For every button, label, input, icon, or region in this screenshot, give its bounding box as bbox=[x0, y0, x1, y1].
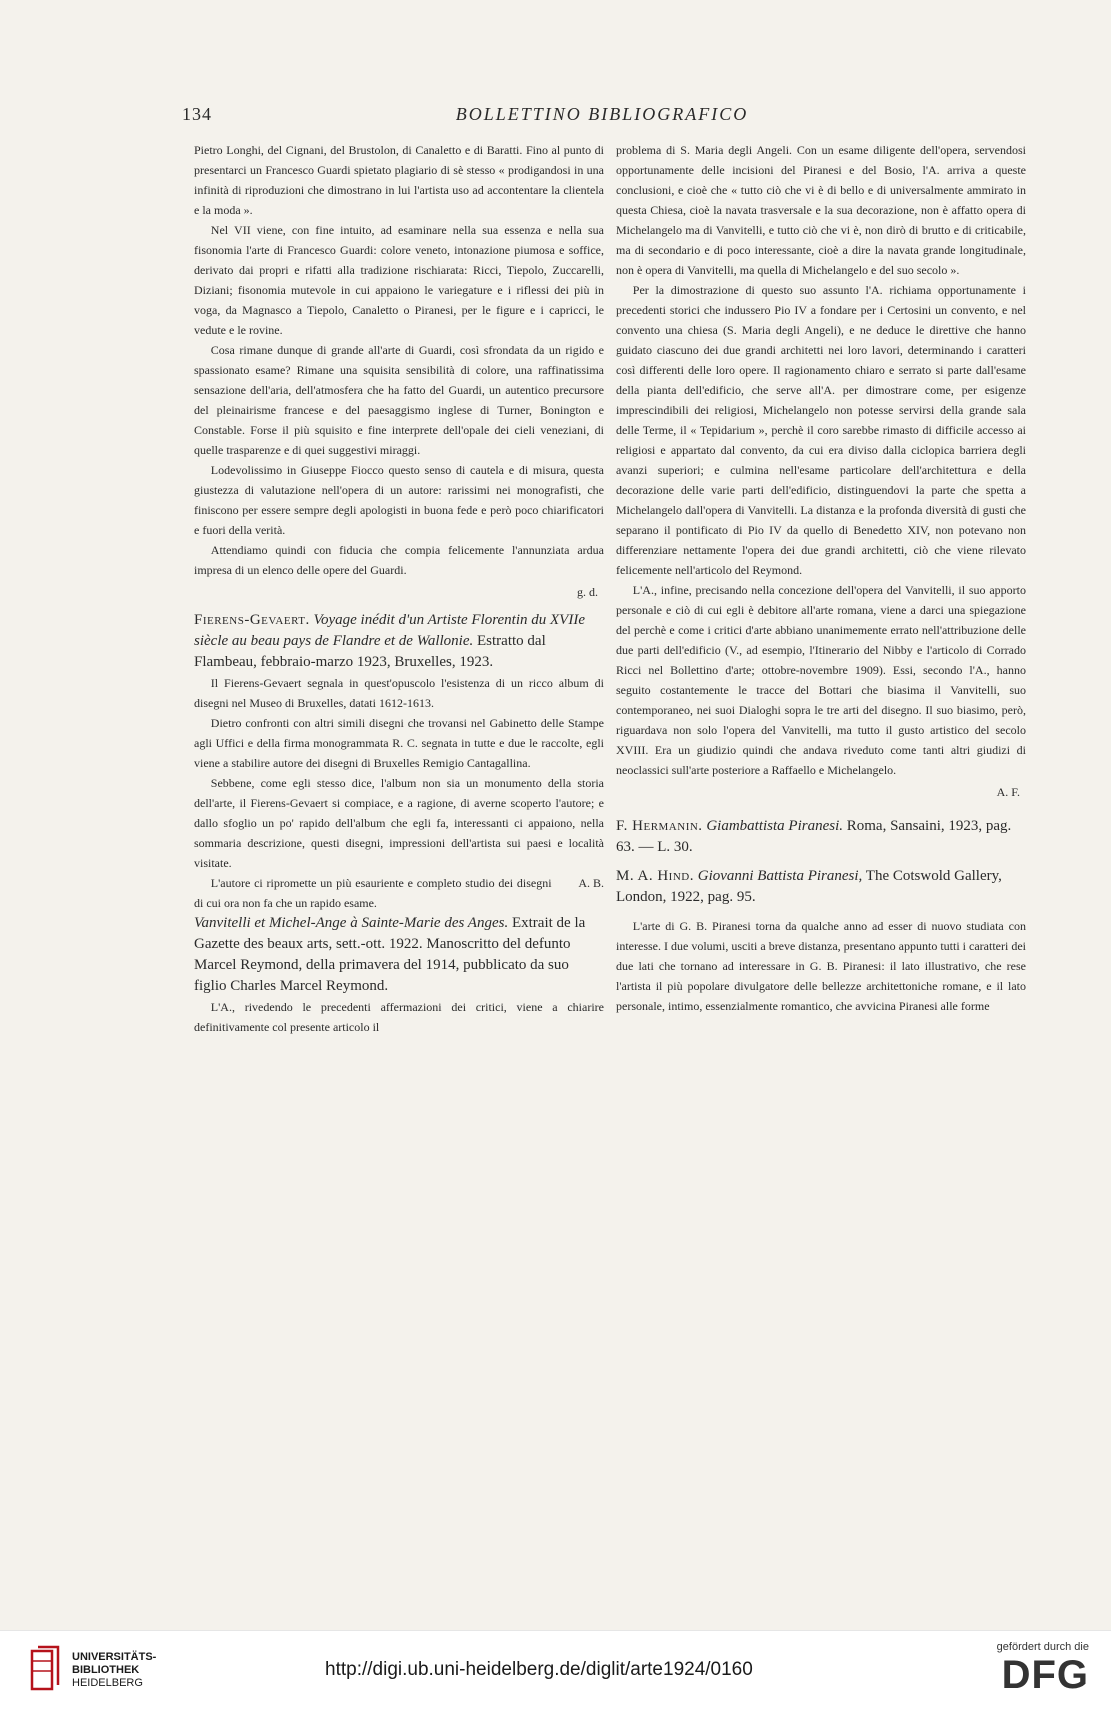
paragraph: Per la dimostrazione di questo suo assunto l'A. richiama opportunamente i precedenti storici che indussero Pio IV a fondare per i Certosini un convento, e nel convento una chiesa (S. Maria degli Angeli), e ne deduce le direttive che hanno guidato ciascuno dei due grandi architetti nei loro lavori, determinando i caratteri così differenti delle loro opere. Il ragionamento chiaro e serrato si parte dall'esame della pianta dell'edificio, che serve all'A. per dimostrare come, per esigenze imprescindibili dei religiosi, Michelangelo non potesse servirsi della grande sala delle Terme, il « Tepidarium », perchè il coro sarebbe rimasto di difficile accesso ai religiosi e appartato dal convento, da cui era diviso dalla ciclopica barriera degli avanzi superiori; e culmina nell'esame particolare dell'architettura e della decorazione delle varie parti dell'edificio, distinguendovi la parte che spetta a Michelangelo dall'opera di Vanvitelli. La distanza e la profonda diversità di gusti che separano il pontificato di Pio IV da quello di Benedetto XIV, non potevano non differenziare nettamente l'opera dei due grandi architetti, ciò che viene rilevato felicemente nell'articolo del Reymond. bbox=[616, 283, 1026, 577]
paragraph: Lodevolissimo in Giuseppe Fiocco questo senso di cautela e di misura, questa giustezza di valutazione nell'opera di un autore: rarissimi nei monografisti, che finiscono per essere sempre degli apologisti in buona fede e però poco chiarificatori e fuori della verità. bbox=[194, 463, 604, 537]
paragraph: Dietro confronti con altri simili disegni che trovansi nel Gabinetto delle Stampe agli Uffici e della firma monogrammata R. C. segnata in tutte e due le raccolte, egli viene a stabilire autore dei disegni di Bruxelles Remigio Cantagallina. bbox=[194, 716, 604, 770]
paragraph: Nel VII viene, con fine intuito, ad esaminare nella sua essenza e nella sua fisonomia l'arte di Francesco Guardi: colore veneto, intonazione piumosa e soffice, derivato dai propri e rifatti alla tradizione rischiarata: Ricci, Tiepolo, Zuccarelli, Diziani; fisonomia mutevole in cui appaiono le variegature e i riflessi dei più in voga, da Magnasco a Tiepolo, Canaletto o Piranesi, per le figure e i capricci, le vedute e le rovine. bbox=[194, 223, 604, 337]
entry-title: Giambattista Piranesi. bbox=[706, 818, 843, 834]
paragraph: Pietro Longhi, del Cignani, del Brustolon, di Canaletto e di Baratti. Fino al punto di presentarci un Francesco Guardi spietato plagiario di sè stesso « prodigandosi in una infinità di riproduzioni che dimostrano in lui l'artista uso ad accontentare la clientela e la moda ». bbox=[194, 143, 604, 217]
library-logo[interactable] bbox=[28, 1645, 228, 1701]
review-signature: A. F. bbox=[996, 785, 1020, 799]
bibliographic-entry bbox=[194, 610, 604, 673]
viewer-footer bbox=[0, 1630, 1111, 1713]
page-number: 134 bbox=[182, 104, 212, 124]
review-signature: A. B. bbox=[578, 876, 604, 890]
entry-details: Roma, Sansaini, 1923, pag. 63. — L. 30. bbox=[616, 818, 1012, 855]
paragraph-text: L'autore ci ripromette un più esauriente e completo studio dei disegni di cui ora non fa che un rapido esame. bbox=[194, 876, 552, 910]
paragraph: Attendiamo quindi con fiducia che compia felicemente l'annunziata ardua impresa di un elenco delle opere del Guardi. bbox=[194, 543, 604, 577]
running-head bbox=[182, 104, 1022, 128]
paragraph: L'A., rivedendo le precedenti affermazioni dei critici, viene a chiarire definitivamente col presente articolo il bbox=[194, 1000, 604, 1034]
ub-heidelberg-logo-icon bbox=[28, 1645, 62, 1695]
entry-title: Voyage inédit d'un Artiste Florentin du XVIIe siècle au beau pays de Flandre et de Wallonie. bbox=[194, 612, 585, 649]
right-column bbox=[616, 140, 1026, 1016]
bibliographic-entry bbox=[194, 913, 604, 997]
bibliographic-entry bbox=[616, 866, 1026, 908]
entry-details: Estratto dal Flambeau, febbraio-marzo 1923, Bruxelles, 1923. bbox=[194, 633, 546, 670]
dfg-logo-icon: DFG bbox=[1001, 1653, 1089, 1697]
paragraph: Cosa rimane dunque di grande all'arte di Guardi, così sfrondata da un rigido e spassionato esame? Rimane una squisita sensibilità di colore, una raffinatissima sensazione dell'aria, dell'atmosfera che ha fatto del Guardi, un autentico precursore del pleinairisme francese e del paesaggismo inglese di Turner, Bonington e Constable. Forse il più squisito e fine interprete dell'opale dei cieli veneziani, di quelle trasparenze e di quei suggestivi miraggi. bbox=[194, 343, 604, 457]
permalink[interactable]: http://digi.ub.uni-heidelberg.de/diglit/arte1924/0160 bbox=[325, 1659, 753, 1680]
entry-author: Fierens-Gevaert. bbox=[194, 612, 310, 628]
entry-title: Giovanni Battista Piranesi, bbox=[697, 868, 863, 884]
paragraph: problema di S. Maria degli Angeli. Con un esame diligente dell'opera, servendosi opportunamente delle incisioni del Piranesi e del Bosio, l'A. arriva a queste conclusioni, e cioè che « tutto ciò che vi è di bello e di universalmente ammirato in questa Chiesa, cioè la navata trasversale e la sua decorazione, non è affatto opera di Michelangelo ma di Vanvitelli, e tutto ciò che vi è, non dirò di brutto e di criticabile, ma di secondario e di poco interessante, cioè a dire la navata grande longitudinale, non è opera di Vanvitelli, ma quella di Michelangelo e del suo secolo ». bbox=[616, 143, 1026, 277]
entry-author: F. Hermanin. bbox=[616, 818, 703, 834]
bibliographic-entry bbox=[616, 816, 1026, 858]
journal-title: BOLLETTINO BIBLIOGRAFICO bbox=[455, 104, 749, 124]
entry-title: Vanvitelli et Michel-Ange à Sainte-Marie des Anges. bbox=[194, 915, 509, 931]
paragraph: Il Fierens-Gevaert segnala in quest'opuscolo l'esistenza di un ricco album di disegni nel Museo di Bruxelles, datati 1612-1613. bbox=[194, 676, 604, 710]
library-name bbox=[72, 1651, 156, 1690]
left-column bbox=[194, 140, 604, 1037]
paragraph: L'arte di G. B. Piranesi torna da qualche anno ad esser di nuovo studiata con interesse. I due volumi, usciti a breve distanza, presentano appunto tutti i caratteri dei due lati che tornano ad interessare in G. B. Piranesi: il lato illustrativo, che rese l'artista il più popolare divulgatore delle bellezze architettoniche romane, e il lato personale, intimo, essenzialmente romantico, che avvicina Piranesi alle forme bbox=[616, 919, 1026, 1013]
sponsor-label: gefördert durch die bbox=[996, 1641, 1089, 1653]
paragraph bbox=[194, 873, 604, 913]
library-line: BIBLIOTHEK bbox=[72, 1664, 140, 1676]
dfg-sponsor[interactable] bbox=[949, 1641, 1089, 1705]
entry-details: Extrait de la Gazette des beaux arts, sett.-ott. 1922. Manoscritto del defunto Marcel Reymond, della primavera del 1914, pubblicato da suo figlio Charles Marcel Reymond. bbox=[194, 915, 586, 994]
library-line: UNIVERSITÄTS- bbox=[72, 1651, 157, 1663]
entry-author: M. A. Hind. bbox=[616, 868, 694, 884]
entry-details: The Cotswold Gallery, London, 1922, pag. 95. bbox=[616, 868, 1002, 905]
paragraph: Sebbene, come egli stesso dice, l'album non sia un monumento della storia dell'arte, il Fierens-Gevaert si compiace, e a ragione, di averne scoperto l'autore; e dallo sfoglio un po' rapido dell'album che egli fa, interessanti ci appaiono, nella sommaria descrizione, questi disegni, impressioni dell'artista sui paesi e località visitate. bbox=[194, 776, 604, 870]
review-signature: g. d. bbox=[577, 585, 598, 599]
paragraph: L'A., infine, precisando nella concezione dell'opera del Vanvitelli, il suo apporto personale e ciò di cui egli è debitore all'arte romana, viene a darci una spiegazione del perchè e come i critici d'arte abbiano unanimemente errato nell'attribuzione delle due parti dell'edificio (V., ad esempio, l'Itinerario del Nibby e l'articolo di Corrado Ricci nel Bollettino d'arte; ottobre-novembre 1909). Essi, secondo l'A., hanno seguito costantemente le tracce del Bottari che biasima il Vanvitelli, suo contemporaneo, nei suoi Dialoghi sopra le tre arti del disegno. Il suo biasimo, però, riguardava non solo l'opera del Vanvitelli, ma tutto il gusto artistico del secolo XVIII. Era un giudizio quindi che andava riveduto come tanti altri giudizi di neoclassici sull'arte posteriore a Raffaello e Michelangelo. bbox=[616, 583, 1026, 777]
library-line: HEIDELBERG bbox=[72, 1677, 143, 1689]
